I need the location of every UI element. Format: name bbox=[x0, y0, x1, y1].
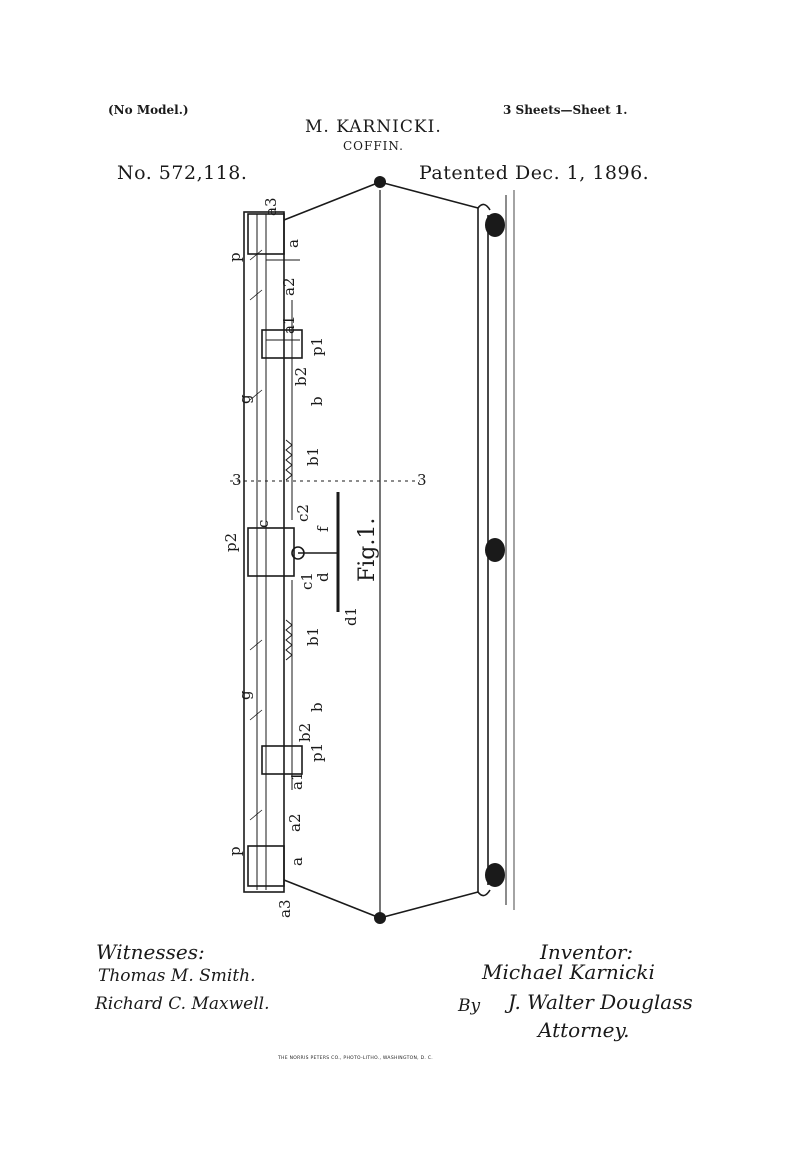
witnesses-heading: Witnesses: bbox=[96, 940, 205, 964]
reference-labels bbox=[222, 198, 427, 919]
label-a3-top: a3 bbox=[262, 197, 280, 216]
label-c2: c2 bbox=[294, 504, 312, 522]
label-a1-bottom: a1 bbox=[288, 771, 306, 790]
label-g-top: g bbox=[236, 394, 254, 404]
label-b1-top: b1 bbox=[304, 446, 322, 466]
label-a-bottom: a bbox=[288, 857, 306, 866]
label-p-bottom: p bbox=[226, 846, 244, 856]
inventor-heading: Inventor: bbox=[540, 940, 634, 964]
label-c1: c1 bbox=[298, 572, 316, 590]
label-d1: d1 bbox=[342, 606, 360, 626]
label-b-bottom: b bbox=[308, 702, 326, 712]
label-a1-top: a1 bbox=[280, 315, 298, 334]
inventor-signature: Michael Karnicki bbox=[482, 960, 655, 984]
attorney-signature: J. Walter Douglass bbox=[508, 990, 693, 1014]
label-g-bottom: g bbox=[236, 690, 254, 700]
section-mark-left: 3 bbox=[232, 471, 242, 489]
subject-title: COFFIN. bbox=[343, 139, 404, 153]
figure-label: Fig.1. bbox=[355, 517, 380, 582]
witness-2-signature: Richard C. Maxwell. bbox=[95, 994, 270, 1014]
label-p1-bottom: p1 bbox=[308, 742, 326, 762]
label-a2-bottom: a2 bbox=[286, 813, 304, 832]
label-b2-bottom: b2 bbox=[296, 722, 314, 742]
no-model-label: (No Model.) bbox=[108, 103, 189, 117]
label-p1-top: p1 bbox=[308, 336, 326, 356]
sheets-label: 3 Sheets—Sheet 1. bbox=[503, 103, 628, 117]
hatching bbox=[250, 250, 262, 820]
label-f: f bbox=[314, 526, 332, 532]
label-b2-top: b2 bbox=[292, 366, 310, 386]
label-b1-bottom: b1 bbox=[304, 626, 322, 646]
section-mark-right: 3 bbox=[417, 471, 427, 489]
by-label: By bbox=[458, 996, 481, 1016]
label-p2: p2 bbox=[222, 532, 240, 552]
patent-number: No. 572,118. bbox=[117, 162, 248, 184]
coffin-feet bbox=[374, 176, 505, 924]
patented-date: Patented Dec. 1, 1896. bbox=[419, 162, 650, 184]
label-a-top: a bbox=[284, 239, 302, 248]
printer-imprint: THE NORRIS PETERS CO., PHOTO-LITHO., WASHINGTON, D. C. bbox=[278, 1056, 433, 1061]
witness-1-signature: Thomas M. Smith. bbox=[98, 966, 256, 986]
label-b-top: b bbox=[308, 396, 326, 406]
inventor-name-title: M. KARNICKI. bbox=[305, 117, 442, 137]
label-a2-top: a2 bbox=[280, 277, 298, 296]
label-p-top: p bbox=[226, 252, 244, 262]
attorney-label: Attorney. bbox=[538, 1018, 630, 1042]
label-d: d bbox=[314, 572, 332, 582]
label-c: c bbox=[254, 519, 272, 528]
label-a3-bottom: a3 bbox=[276, 899, 294, 918]
